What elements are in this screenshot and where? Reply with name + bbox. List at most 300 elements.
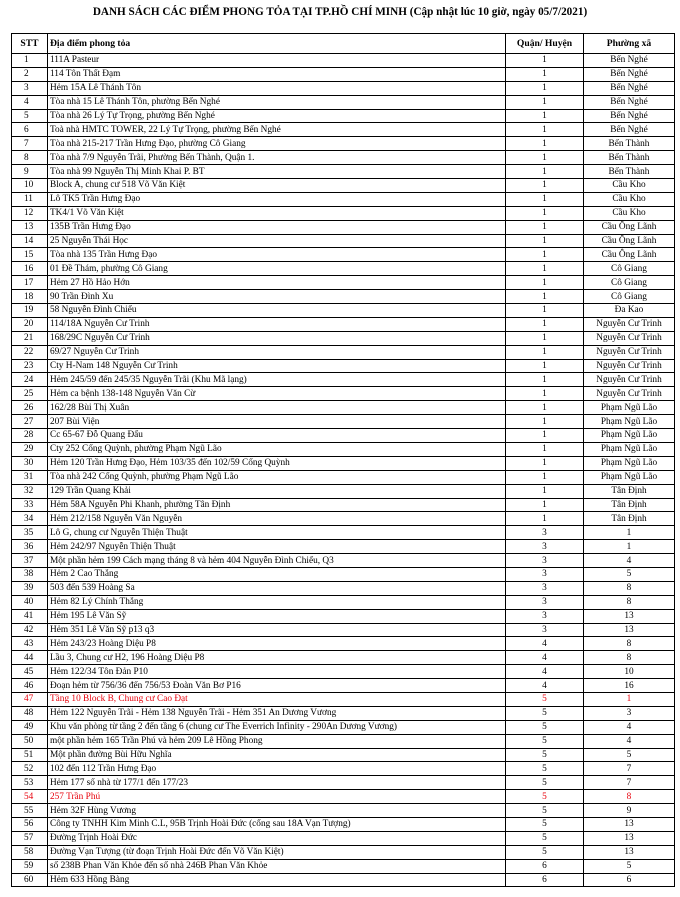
table-row (12, 95, 675, 109)
cell-location: Một phần đường Bùi Hữu Nghĩa (48, 748, 506, 762)
table-row (12, 665, 675, 679)
cell-ward: 13 (584, 623, 675, 637)
cell-district: 3 (506, 609, 584, 623)
cell-stt: 50 (12, 734, 48, 748)
cell-stt: 59 (12, 859, 48, 873)
table-row (12, 331, 675, 345)
cell-location: Đường Trịnh Hoài Đức (48, 831, 506, 845)
cell-stt: 43 (12, 637, 48, 651)
cell-district: 5 (506, 720, 584, 734)
table-row (12, 442, 675, 456)
cell-location: Hẻm 122 Nguyễn Trãi - Hẻm 138 Nguyễn Trãi - Hẻm 351 An Dương Vương (48, 706, 506, 720)
cell-location: 135B Trần Hưng Đạo (48, 220, 506, 234)
cell-district: 3 (506, 581, 584, 595)
cell-ward: 6 (584, 873, 675, 887)
table-row (12, 692, 675, 706)
cell-stt: 36 (12, 540, 48, 554)
cell-location: Hẻm 351 Lê Văn Sỹ p13 q3 (48, 623, 506, 637)
cell-ward: 13 (584, 609, 675, 623)
table-row (12, 512, 675, 526)
cell-location: 207 Bùi Viện (48, 415, 506, 429)
table-row (12, 123, 675, 137)
cell-stt: 40 (12, 595, 48, 609)
table-row (12, 109, 675, 123)
cell-location: Đoạn hẻm từ 756/36 đến 756/53 Đoàn Văn Bơ P16 (48, 679, 506, 693)
table-row (12, 456, 675, 470)
cell-stt: 35 (12, 526, 48, 540)
table-row (12, 609, 675, 623)
cell-district: 5 (506, 748, 584, 762)
cell-location: Đường Vạn Tượng (từ đoạn Trịnh Hoài Đức đến Võ Văn Kiệt) (48, 845, 506, 859)
cell-district: 1 (506, 359, 584, 373)
table-row (12, 165, 675, 179)
cell-location: 114/18A Nguyễn Cư Trinh (48, 317, 506, 331)
cell-ward: Cầu Ông Lãnh (584, 234, 675, 248)
cell-ward: Bến Thành (584, 165, 675, 179)
cell-ward: Cô Giang (584, 262, 675, 276)
cell-location: 114 Tôn Thất Đạm (48, 67, 506, 81)
cell-district: 5 (506, 804, 584, 818)
cell-ward: Bến Nghé (584, 123, 675, 137)
cell-stt: 31 (12, 470, 48, 484)
cell-stt: 38 (12, 567, 48, 581)
cell-stt: 25 (12, 387, 48, 401)
cell-location: Toà nhà HMTC TOWER, 22 Lý Tự Trọng, phường Bến Nghé (48, 123, 506, 137)
header-district: Quận/ Huyện (506, 34, 584, 54)
cell-ward: 10 (584, 665, 675, 679)
table-row (12, 373, 675, 387)
cell-district: 1 (506, 179, 584, 193)
cell-location: Hẻm 32F Hùng Vương (48, 804, 506, 818)
cell-location: 90 Trần Đình Xu (48, 290, 506, 304)
cell-ward: Tân Định (584, 498, 675, 512)
cell-location: 257 Trần Phú (48, 790, 506, 804)
cell-stt: 17 (12, 276, 48, 290)
cell-ward: Bến Nghé (584, 109, 675, 123)
table-row (12, 359, 675, 373)
table-row (12, 304, 675, 318)
table-row (12, 804, 675, 818)
cell-stt: 45 (12, 665, 48, 679)
cell-district: 1 (506, 470, 584, 484)
cell-location: Hẻm 177 số nhà từ 177/1 đến 177/23 (48, 776, 506, 790)
cell-district: 6 (506, 859, 584, 873)
cell-stt: 48 (12, 706, 48, 720)
cell-ward: 1 (584, 692, 675, 706)
table-row (12, 540, 675, 554)
cell-ward: Bến Nghé (584, 54, 675, 68)
cell-district: 1 (506, 67, 584, 81)
table-row (12, 484, 675, 498)
cell-location: Hẻm 242/97 Nguyễn Thiện Thuật (48, 540, 506, 554)
cell-stt: 57 (12, 831, 48, 845)
cell-location: Hẻm 195 Lê Văn Sỹ (48, 609, 506, 623)
cell-district: 4 (506, 637, 584, 651)
cell-location: Cty H-Nam 148 Nguyễn Cư Trinh (48, 359, 506, 373)
table-row (12, 234, 675, 248)
cell-district: 1 (506, 484, 584, 498)
cell-district: 3 (506, 526, 584, 540)
page-title: DANH SÁCH CÁC ĐIỂM PHONG TỎA TẠI TP.HỒ CHÍ MINH (Cập nhật lúc 10 giờ, ngày 05/7/2021) (92, 6, 588, 18)
table-row (12, 831, 675, 845)
cell-stt: 10 (12, 179, 48, 193)
cell-district: 5 (506, 734, 584, 748)
cell-location: Tòa nhà 15 Lê Thánh Tôn, phường Bến Nghé (48, 95, 506, 109)
cell-stt: 7 (12, 137, 48, 151)
table-row (12, 567, 675, 581)
cell-stt: 54 (12, 790, 48, 804)
cell-stt: 60 (12, 873, 48, 887)
cell-ward: 13 (584, 817, 675, 831)
cell-district: 1 (506, 456, 584, 470)
cell-district: 1 (506, 401, 584, 415)
cell-location: Hẻm 15A Lê Thánh Tôn (48, 81, 506, 95)
table-row (12, 790, 675, 804)
cell-ward: 13 (584, 845, 675, 859)
cell-district: 1 (506, 206, 584, 220)
cell-district: 5 (506, 762, 584, 776)
table-row (12, 179, 675, 193)
table-row (12, 317, 675, 331)
table-row (12, 720, 675, 734)
cell-stt: 27 (12, 415, 48, 429)
cell-location: Hẻm 82 Lý Chính Thắng (48, 595, 506, 609)
cell-ward: Tân Định (584, 484, 675, 498)
cell-district: 5 (506, 845, 584, 859)
cell-location: Tòa nhà 99 Nguyễn Thị Minh Khai P. BT (48, 165, 506, 179)
cell-location: một phần hẻm 165 Trần Phú và hẻm 209 Lê Hồng Phong (48, 734, 506, 748)
cell-ward: Cầu Ông Lãnh (584, 248, 675, 262)
cell-stt: 53 (12, 776, 48, 790)
cell-district: 1 (506, 262, 584, 276)
cell-ward: Cầu Kho (584, 192, 675, 206)
lockdown-table (11, 33, 675, 887)
cell-location: 69/27 Nguyễn Cư Trinh (48, 345, 506, 359)
cell-district: 1 (506, 137, 584, 151)
cell-district: 1 (506, 512, 584, 526)
cell-stt: 51 (12, 748, 48, 762)
table-row (12, 651, 675, 665)
cell-ward: 8 (584, 651, 675, 665)
cell-stt: 47 (12, 692, 48, 706)
cell-location: Tòa nhà 242 Cống Quỳnh, phường Phạm Ngũ Lão (48, 470, 506, 484)
cell-district: 4 (506, 665, 584, 679)
cell-district: 1 (506, 151, 584, 165)
cell-location: Hẻm ca bệnh 138-148 Nguyễn Văn Cừ (48, 387, 506, 401)
table-row (12, 151, 675, 165)
cell-district: 1 (506, 276, 584, 290)
table-row (12, 248, 675, 262)
cell-district: 1 (506, 234, 584, 248)
cell-district: 1 (506, 498, 584, 512)
cell-stt: 22 (12, 345, 48, 359)
cell-stt: 1 (12, 54, 48, 68)
cell-stt: 23 (12, 359, 48, 373)
cell-stt: 5 (12, 109, 48, 123)
cell-location: Hẻm 58A Nguyễn Phi Khanh, phường Tân Định (48, 498, 506, 512)
cell-ward: 5 (584, 859, 675, 873)
cell-district: 1 (506, 373, 584, 387)
table-row (12, 192, 675, 206)
cell-ward: 3 (584, 706, 675, 720)
cell-district: 5 (506, 692, 584, 706)
cell-ward: Tân Định (584, 512, 675, 526)
cell-ward: Bến Thành (584, 151, 675, 165)
cell-district: 6 (506, 873, 584, 887)
cell-ward: Phạm Ngũ Lão (584, 401, 675, 415)
cell-location: Hẻm 2 Cao Thắng (48, 567, 506, 581)
cell-ward: Phạm Ngũ Lão (584, 429, 675, 443)
cell-ward: Nguyễn Cư Trinh (584, 387, 675, 401)
cell-district: 1 (506, 109, 584, 123)
cell-stt: 4 (12, 95, 48, 109)
table-row (12, 762, 675, 776)
cell-ward: Phạm Ngũ Lão (584, 456, 675, 470)
cell-district: 1 (506, 220, 584, 234)
cell-stt: 29 (12, 442, 48, 456)
cell-ward: 8 (584, 637, 675, 651)
cell-district: 4 (506, 679, 584, 693)
cell-location: Cty 252 Cống Quỳnh, phường Phạm Ngũ Lão (48, 442, 506, 456)
cell-stt: 30 (12, 456, 48, 470)
cell-location: Hẻm 120 Trần Hưng Đạo, Hẻm 103/35 đến 102/59 Cống Quỳnh (48, 456, 506, 470)
cell-location: Tòa nhà 26 Lý Tự Trọng, phường Bến Nghé (48, 109, 506, 123)
table-row (12, 276, 675, 290)
cell-location: Hẻm 122/34 Tôn Đản P10 (48, 665, 506, 679)
cell-ward: 4 (584, 720, 675, 734)
cell-district: 3 (506, 623, 584, 637)
cell-ward: Phạm Ngũ Lão (584, 415, 675, 429)
cell-stt: 19 (12, 304, 48, 318)
table-row (12, 206, 675, 220)
cell-ward: 1 (584, 540, 675, 554)
cell-stt: 9 (12, 165, 48, 179)
cell-ward: Bến Nghé (584, 95, 675, 109)
cell-ward: 16 (584, 679, 675, 693)
cell-location: Tòa nhà 7/9 Nguyễn Trãi, Phường Bến Thành, Quận 1. (48, 151, 506, 165)
cell-ward: 5 (584, 748, 675, 762)
cell-location: Lầu 3, Chung cư H2, 196 Hoàng Diệu P8 (48, 651, 506, 665)
cell-stt: 37 (12, 554, 48, 568)
cell-stt: 12 (12, 206, 48, 220)
table-row (12, 387, 675, 401)
cell-ward: Nguyễn Cư Trinh (584, 373, 675, 387)
cell-stt: 34 (12, 512, 48, 526)
cell-location: Hẻm 212/158 Nguyễn Văn Nguyễn (48, 512, 506, 526)
cell-ward: 7 (584, 776, 675, 790)
cell-stt: 32 (12, 484, 48, 498)
cell-district: 1 (506, 54, 584, 68)
cell-location: 58 Nguyễn Đình Chiểu (48, 304, 506, 318)
cell-district: 5 (506, 831, 584, 845)
table-row (12, 595, 675, 609)
cell-location: 129 Trần Quang Khải (48, 484, 506, 498)
cell-ward: Cô Giang (584, 290, 675, 304)
cell-ward: Nguyễn Cư Trinh (584, 345, 675, 359)
cell-ward: Đa Kao (584, 304, 675, 318)
cell-district: 1 (506, 248, 584, 262)
cell-location: 168/29C Nguyễn Cư Trinh (48, 331, 506, 345)
cell-location: Tòa nhà 135 Trần Hưng Đạo (48, 248, 506, 262)
cell-location: Cc 65-67 Đỗ Quang Đẩu (48, 429, 506, 443)
table-row (12, 470, 675, 484)
cell-stt: 15 (12, 248, 48, 262)
cell-district: 1 (506, 192, 584, 206)
table-row (12, 81, 675, 95)
cell-district: 1 (506, 123, 584, 137)
header-stt: STT (12, 34, 48, 54)
cell-stt: 13 (12, 220, 48, 234)
cell-stt: 56 (12, 817, 48, 831)
cell-location: Tòa nhà 215-217 Trần Hưng Đạo, phường Cô Giang (48, 137, 506, 151)
table-row (12, 706, 675, 720)
cell-stt: 52 (12, 762, 48, 776)
cell-stt: 58 (12, 845, 48, 859)
table-row (12, 817, 675, 831)
cell-district: 3 (506, 540, 584, 554)
cell-ward: 4 (584, 554, 675, 568)
cell-stt: 20 (12, 317, 48, 331)
cell-stt: 39 (12, 581, 48, 595)
cell-district: 1 (506, 442, 584, 456)
cell-ward: Nguyễn Cư Trinh (584, 331, 675, 345)
cell-district: 5 (506, 776, 584, 790)
cell-location: Block A, chung cư 518 Võ Văn Kiệt (48, 179, 506, 193)
cell-ward: Phạm Ngũ Lão (584, 470, 675, 484)
table-row (12, 220, 675, 234)
table-row (12, 554, 675, 568)
cell-stt: 46 (12, 679, 48, 693)
cell-ward: Nguyễn Cư Trinh (584, 317, 675, 331)
cell-stt: 18 (12, 290, 48, 304)
cell-stt: 28 (12, 429, 48, 443)
table-row (12, 859, 675, 873)
cell-ward: Cầu Kho (584, 179, 675, 193)
cell-stt: 24 (12, 373, 48, 387)
table-row (12, 401, 675, 415)
cell-ward: 9 (584, 804, 675, 818)
cell-ward: 8 (584, 581, 675, 595)
table-row (12, 498, 675, 512)
cell-ward: Cô Giang (584, 276, 675, 290)
header-ward: Phường xã (584, 34, 675, 54)
cell-district: 1 (506, 387, 584, 401)
table-row (12, 734, 675, 748)
cell-district: 5 (506, 706, 584, 720)
cell-ward: 5 (584, 567, 675, 581)
cell-location: Lô G, chung cư Nguyễn Thiện Thuật (48, 526, 506, 540)
cell-location: Công ty TNHH Kim Minh C.L, 95B Trịnh Hoài Đức (cổng sau 18A Vạn Tượng) (48, 817, 506, 831)
table-body (12, 54, 675, 887)
table-row (12, 345, 675, 359)
cell-location: Lô TK5 Trần Hưng Đạo (48, 192, 506, 206)
cell-stt: 2 (12, 67, 48, 81)
cell-ward: Cầu Ông Lãnh (584, 220, 675, 234)
cell-ward: Bến Nghé (584, 81, 675, 95)
table-row (12, 776, 675, 790)
cell-district: 1 (506, 304, 584, 318)
cell-ward: 13 (584, 831, 675, 845)
cell-ward: 1 (584, 526, 675, 540)
cell-stt: 41 (12, 609, 48, 623)
cell-district: 1 (506, 415, 584, 429)
table-row (12, 873, 675, 887)
cell-ward: 8 (584, 595, 675, 609)
cell-stt: 33 (12, 498, 48, 512)
cell-stt: 6 (12, 123, 48, 137)
table-row (12, 581, 675, 595)
table-header-row (12, 34, 675, 54)
cell-location: 503 đến 539 Hoàng Sa (48, 581, 506, 595)
cell-ward: Nguyễn Cư Trinh (584, 359, 675, 373)
cell-stt: 14 (12, 234, 48, 248)
cell-location: 102 đến 112 Trần Hưng Đạo (48, 762, 506, 776)
cell-location: số 238B Phan Văn Khỏe đến số nhà 246B Phan Văn Khỏe (48, 859, 506, 873)
table-row (12, 137, 675, 151)
cell-district: 3 (506, 554, 584, 568)
cell-district: 1 (506, 165, 584, 179)
cell-stt: 16 (12, 262, 48, 276)
cell-ward: 4 (584, 734, 675, 748)
table-row (12, 54, 675, 68)
cell-district: 1 (506, 290, 584, 304)
cell-stt: 49 (12, 720, 48, 734)
table-row (12, 526, 675, 540)
cell-district: 4 (506, 651, 584, 665)
table-row (12, 429, 675, 443)
cell-stt: 8 (12, 151, 48, 165)
cell-ward: 8 (584, 790, 675, 804)
cell-ward: Bến Thành (584, 137, 675, 151)
cell-ward: 7 (584, 762, 675, 776)
cell-ward: Bến Nghé (584, 67, 675, 81)
cell-district: 1 (506, 317, 584, 331)
cell-location: 01 Đề Thám, phường Cô Giang (48, 262, 506, 276)
cell-location: Một phần hẻm 199 Cách mạng tháng 8 và hẻm 404 Nguyễn Đình Chiểu, Q3 (48, 554, 506, 568)
table-row (12, 623, 675, 637)
cell-district: 1 (506, 345, 584, 359)
cell-ward: Phạm Ngũ Lão (584, 442, 675, 456)
table-row (12, 679, 675, 693)
cell-location: Hẻm 633 Hồng Bàng (48, 873, 506, 887)
cell-location: Khu văn phòng từ tầng 2 đến tầng 6 (chung cư The Everrich Infinity - 290An Dương Vương) (48, 720, 506, 734)
table-row (12, 748, 675, 762)
cell-location: Hẻm 27 Hồ Hảo Hớn (48, 276, 506, 290)
table-row (12, 262, 675, 276)
cell-location: Tầng 10 Block B, Chung cư Cao Đạt (48, 692, 506, 706)
cell-location: Hẻm 245/59 đến 245/35 Nguyễn Trãi (Khu Mã lạng) (48, 373, 506, 387)
cell-ward: Cầu Kho (584, 206, 675, 220)
cell-district: 5 (506, 790, 584, 804)
cell-location: 25 Nguyễn Thái Học (48, 234, 506, 248)
cell-district: 1 (506, 95, 584, 109)
cell-location: 162/28 Bùi Thị Xuân (48, 401, 506, 415)
table-row (12, 290, 675, 304)
table-row (12, 415, 675, 429)
cell-district: 3 (506, 595, 584, 609)
cell-stt: 26 (12, 401, 48, 415)
cell-stt: 21 (12, 331, 48, 345)
cell-location: 111A Pasteur (48, 54, 506, 68)
table-row (12, 67, 675, 81)
cell-stt: 42 (12, 623, 48, 637)
cell-location: Hẻm 243/23 Hoàng Diệu P8 (48, 637, 506, 651)
cell-district: 1 (506, 429, 584, 443)
cell-district: 1 (506, 331, 584, 345)
cell-district: 5 (506, 817, 584, 831)
cell-location: TK4/1 Võ Văn Kiệt (48, 206, 506, 220)
cell-stt: 11 (12, 192, 48, 206)
